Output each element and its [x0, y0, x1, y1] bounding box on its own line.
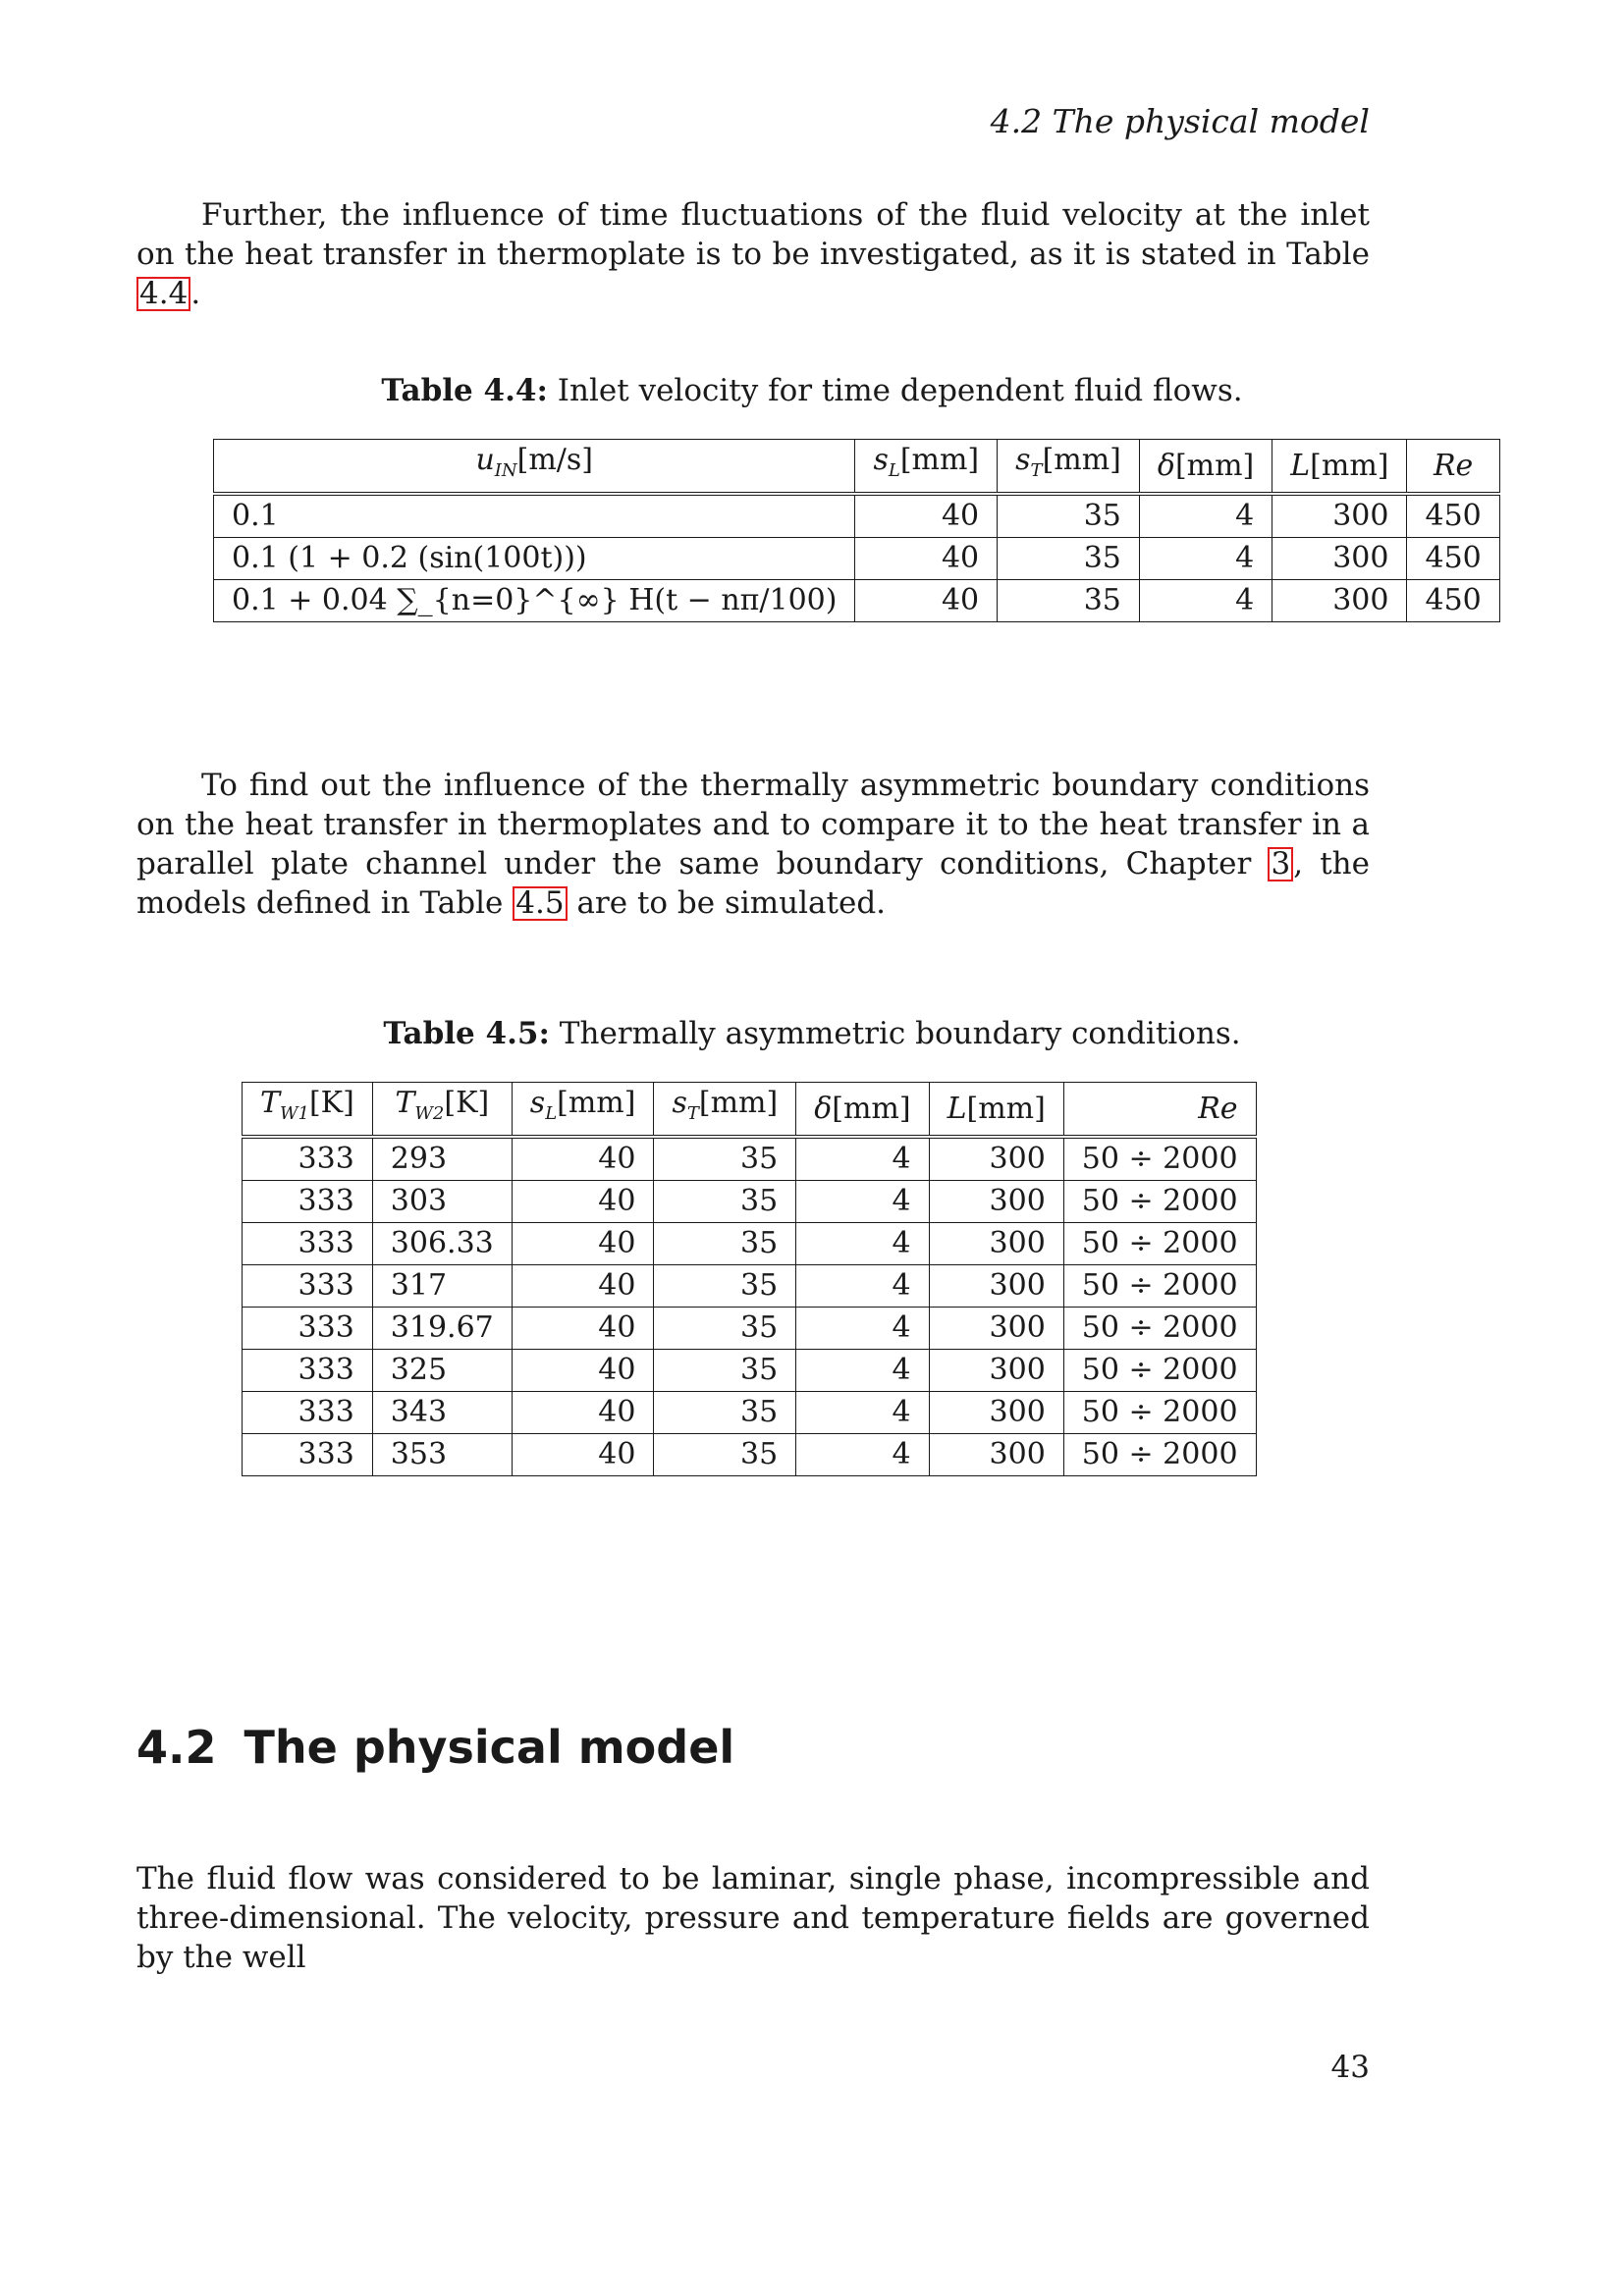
header-cell: L[mm] [929, 1083, 1063, 1138]
table-cell: 450 [1407, 494, 1499, 538]
header-cell: Re [1407, 440, 1499, 495]
table-cell: 303 [372, 1181, 512, 1223]
table-cell: 40 [855, 494, 998, 538]
header-cell: Re [1063, 1083, 1256, 1138]
caption-label: Table 4.5: [383, 1016, 550, 1051]
table-row [243, 1181, 1257, 1223]
table-4-5-caption [0, 1014, 1624, 1053]
table-cell: 35 [654, 1181, 796, 1223]
table-cell: 40 [512, 1137, 654, 1181]
table-cell: 4 [796, 1350, 929, 1392]
table-cell: 333 [243, 1265, 373, 1308]
header-cell: $s_T[mm]$ [998, 440, 1140, 495]
table-cell: 319.67 [372, 1308, 512, 1350]
table-row [214, 494, 1500, 538]
header-cell: δ[mm] [796, 1083, 929, 1138]
table-cell: 50 ÷ 2000 [1063, 1181, 1256, 1223]
table-row [243, 1350, 1257, 1392]
table-cell: 300 [1272, 538, 1407, 580]
header-cell: $s_T[mm]$ [654, 1083, 796, 1138]
table-4-4 [213, 439, 1500, 622]
table-cell: 50 ÷ 2000 [1063, 1308, 1256, 1350]
table-header-row [243, 1083, 1257, 1138]
table-cell: 4 [796, 1223, 929, 1265]
table-4-4-body [214, 494, 1500, 622]
table-cell: 40 [512, 1265, 654, 1308]
table-cell: 40 [512, 1350, 654, 1392]
caption-text: Thermally asymmetric boundary conditions. [559, 1016, 1241, 1051]
table-row [243, 1392, 1257, 1434]
table-cell: 317 [372, 1265, 512, 1308]
table-cell: 35 [998, 494, 1140, 538]
table-cell: 4 [796, 1181, 929, 1223]
table-4-5 [242, 1082, 1257, 1476]
table-cell: 35 [654, 1223, 796, 1265]
table-cell: 4 [796, 1308, 929, 1350]
table-cell: 450 [1407, 538, 1499, 580]
paragraph-physical-model: The fluid flow was considered to be laminar, single phase, incompressible and three-dimensional. The velocity, pressure and temperature fields are governed by the well [136, 1861, 1370, 1975]
table-cell: 4 [796, 1434, 929, 1476]
table-cell: 333 [243, 1392, 373, 1434]
table-cell: 300 [929, 1181, 1063, 1223]
header-cell: δ[mm] [1139, 440, 1272, 495]
table-cell: 293 [372, 1137, 512, 1181]
table-header-row [214, 440, 1500, 495]
table-row [243, 1137, 1257, 1181]
table-cell: 450 [1407, 580, 1499, 622]
table-cell: 333 [243, 1350, 373, 1392]
table-cell: 300 [929, 1308, 1063, 1350]
table-cell: 35 [998, 580, 1140, 622]
table-cell: 50 ÷ 2000 [1063, 1434, 1256, 1476]
section-number: 4.2 [136, 1721, 217, 1774]
table-4-4-caption [0, 371, 1624, 410]
table-cell: 4 [796, 1392, 929, 1434]
table-cell: 343 [372, 1392, 512, 1434]
table-cell: 40 [855, 580, 998, 622]
table-row [214, 538, 1500, 580]
table-cell: 40 [512, 1392, 654, 1434]
header-cell: L[mm] [1272, 440, 1407, 495]
table-cell: 333 [243, 1181, 373, 1223]
table-cell: 40 [512, 1223, 654, 1265]
table-cell: 35 [654, 1137, 796, 1181]
table-cell: 4 [1139, 580, 1272, 622]
table-cell: 35 [998, 538, 1140, 580]
table-cell: 325 [372, 1350, 512, 1392]
table-row [214, 580, 1500, 622]
table-cell: 40 [855, 538, 998, 580]
table-cell: 4 [1139, 494, 1272, 538]
table-cell: 35 [654, 1350, 796, 1392]
table-cell: 300 [929, 1350, 1063, 1392]
table-cell: 300 [929, 1392, 1063, 1434]
table-cell: 35 [654, 1308, 796, 1350]
table-cell: 0.1 + 0.04 ∑_{n=0}^{∞} H(t − nπ/100) [214, 580, 855, 622]
header-cell: $T_{W1}[K]$ [243, 1083, 373, 1138]
header-cell: $T_{W2}[K]$ [372, 1083, 512, 1138]
chapter-ref-link[interactable]: 3 [1268, 847, 1293, 881]
table-ref-link[interactable]: 4.4 [136, 277, 190, 311]
table-row [243, 1308, 1257, 1350]
table-row [243, 1265, 1257, 1308]
caption-label: Table 4.4: [381, 373, 548, 408]
table-cell: 300 [929, 1434, 1063, 1476]
table-cell: 4 [796, 1137, 929, 1181]
header-cell: $s_L[mm]$ [855, 440, 998, 495]
table-cell: 0.1 (1 + 0.2 (sin(100t))) [214, 538, 855, 580]
table-cell: 333 [243, 1308, 373, 1350]
table-ref-link[interactable]: 4.5 [513, 886, 567, 921]
table-cell: 35 [654, 1434, 796, 1476]
table-cell: 35 [654, 1265, 796, 1308]
table-cell: 333 [243, 1137, 373, 1181]
header-cell: $u_{IN}[m/s]$ [214, 440, 855, 495]
table-cell: 4 [1139, 538, 1272, 580]
table-cell: 306.33 [372, 1223, 512, 1265]
table-4-5-body [243, 1137, 1257, 1476]
table-cell: 300 [929, 1223, 1063, 1265]
table-cell: 333 [243, 1434, 373, 1476]
table-cell: 50 ÷ 2000 [1063, 1265, 1256, 1308]
table-cell: 300 [929, 1137, 1063, 1181]
paragraph-intro: Further, the influence of time fluctuations of the fluid velocity at the inlet on the heat transfer in thermoplate is to be investigated, as it is stated in Table 4.4. [136, 197, 1370, 311]
table-cell: 50 ÷ 2000 [1063, 1350, 1256, 1392]
caption-text: Inlet velocity for time dependent fluid flows. [557, 373, 1243, 408]
table-row [243, 1223, 1257, 1265]
header-cell: $s_L[mm]$ [512, 1083, 654, 1138]
paragraph-asymmetric: To find out the influence of the thermally asymmetric boundary conditions on the heat transfer in thermoplates and to compare it to the heat transfer in a parallel plate channel under the same boundary conditions, Chapter 3, the models defined in Table 4.5 are to be simulated. [136, 768, 1370, 921]
table-cell: 40 [512, 1181, 654, 1223]
section-title: The physical model [244, 1721, 735, 1774]
table-cell: 50 ÷ 2000 [1063, 1223, 1256, 1265]
table-cell: 353 [372, 1434, 512, 1476]
table-cell: 40 [512, 1308, 654, 1350]
page-number: 43 [1330, 2050, 1370, 2085]
table-cell: 50 ÷ 2000 [1063, 1392, 1256, 1434]
paragraph-text: Further, the influence of time fluctuations of the fluid velocity at the inlet on the heat transfer in thermoplate is to be investigated, as it is stated in Table [136, 197, 1370, 272]
section-heading [136, 1720, 734, 1775]
running-header: 4.2 The physical model [990, 102, 1370, 140]
table-cell: 40 [512, 1434, 654, 1476]
table-cell: 0.1 [214, 494, 855, 538]
table-cell: 300 [1272, 580, 1407, 622]
table-cell: 50 ÷ 2000 [1063, 1137, 1256, 1181]
table-cell: 35 [654, 1392, 796, 1434]
table-cell: 4 [796, 1265, 929, 1308]
table-row [243, 1434, 1257, 1476]
table-cell: 300 [1272, 494, 1407, 538]
table-cell: 333 [243, 1223, 373, 1265]
table-cell: 300 [929, 1265, 1063, 1308]
